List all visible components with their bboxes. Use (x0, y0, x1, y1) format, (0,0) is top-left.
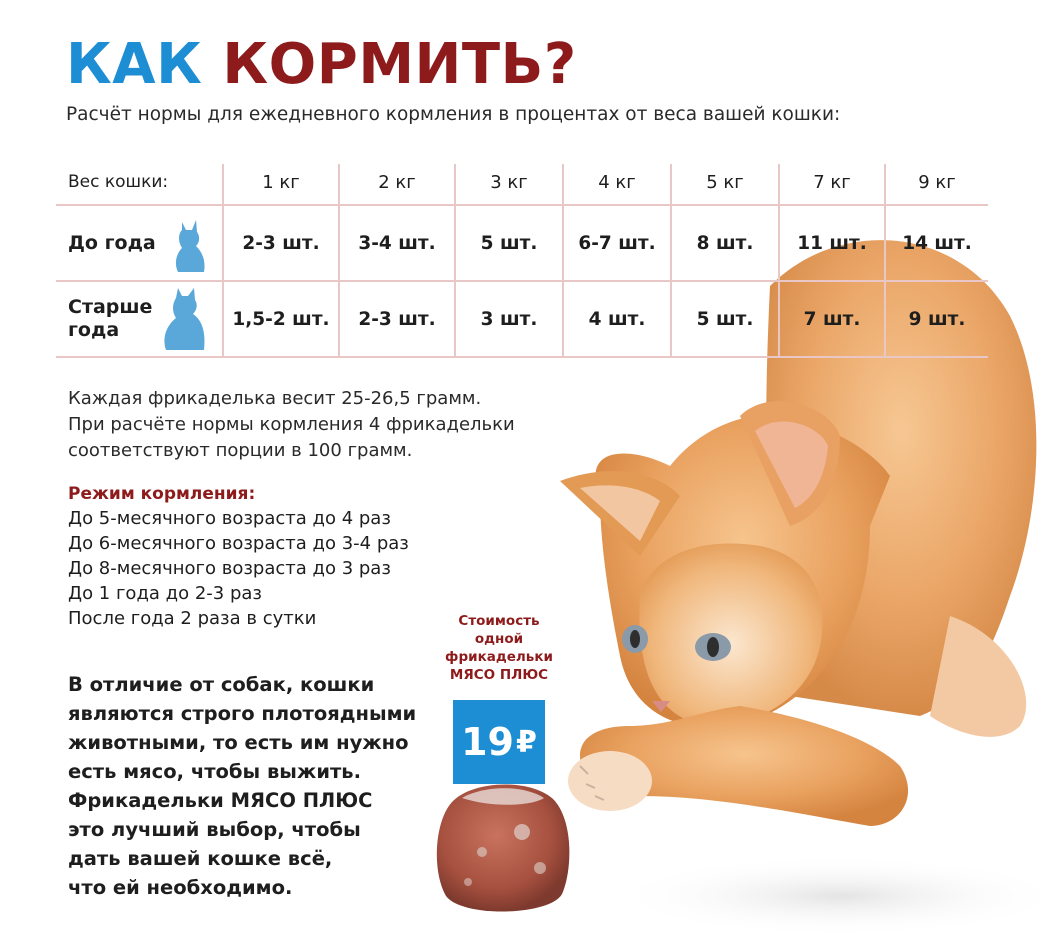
feeding-table (56, 160, 988, 360)
weight-col-2: 2 кг (378, 171, 416, 193)
cell-over-year-9kg: 9 шт. (908, 308, 966, 330)
statement-line: В отличие от собак, кошки (68, 673, 375, 696)
feeding-mode-item: До 5-месячного возраста до 4 раз (68, 508, 391, 529)
feeding-mode-item: После года 2 раза в сутки (68, 608, 317, 629)
title-part-2: КОРМИТЬ? (222, 32, 577, 97)
cell-over-year-1kg: 1,5-2 шт. (232, 308, 330, 330)
row-label-under-year: До года (68, 231, 156, 254)
weight-col-3: 3 кг (490, 171, 528, 193)
statement-line: животными, то есть им нужно (68, 731, 409, 754)
info-line: соответствуют порции в 100 грамм. (68, 440, 413, 461)
weight-col-6: 7 кг (813, 171, 851, 193)
cell-over-year-7kg: 7 шт. (803, 308, 861, 330)
row-label-line: года (68, 319, 120, 341)
price-caption-line: МЯСО ПЛЮС (449, 667, 549, 683)
price-caption-line: Стоимость (458, 613, 540, 629)
page-title (66, 30, 577, 100)
subtitle: Расчёт нормы для ежедневного кормления в процентах от веса вашей кошки: (66, 104, 841, 125)
currency-icon: ₽ (516, 724, 537, 760)
statement-line: Фрикадельки МЯСО ПЛЮС (68, 789, 373, 812)
kitten-silhouette-icon (172, 218, 212, 274)
cell-over-year-3kg: 3 шт. (480, 308, 538, 330)
price-caption (434, 612, 564, 684)
statement-line: есть мясо, чтобы выжить. (68, 760, 362, 783)
cell-over-year-5kg: 5 шт. (696, 308, 754, 330)
feeding-mode-title: Режим кормления: (68, 484, 256, 504)
cell-under-year-1kg: 2-3 шт. (242, 232, 320, 254)
info-line: При расчёте нормы кормления 4 фрикадельки (68, 414, 515, 435)
feeding-mode-item: До 8-месячного возраста до 3 раз (68, 558, 391, 579)
weight-header-label: Вес кошки: (68, 172, 169, 192)
cell-under-year-5kg: 8 шт. (696, 232, 754, 254)
cell-under-year-4kg: 6-7 шт. (578, 232, 656, 254)
statement-line: дать вашей кошке всё, (68, 847, 333, 870)
info-line: Каждая фрикаделька весит 25-26,5 грамм. (68, 388, 482, 409)
feeding-mode-item: До 6-месячного возраста до 3-4 раз (68, 533, 409, 554)
price-caption-line: одной (474, 631, 524, 647)
weight-col-1: 1 кг (262, 171, 300, 193)
cell-under-year-2kg: 3-4 шт. (358, 232, 436, 254)
weight-col-7: 9 кг (918, 171, 956, 193)
meatball-info (68, 386, 515, 464)
table-divider (56, 356, 988, 358)
weight-col-4: 4 кг (598, 171, 636, 193)
carnivore-statement (68, 670, 416, 902)
meatball-photo (422, 772, 582, 922)
cell-over-year-2kg: 2-3 шт. (358, 308, 436, 330)
title-part-1: КАК (66, 32, 203, 97)
statement-line: что ей необходимо. (68, 876, 293, 899)
cat-silhouette-icon (160, 286, 208, 352)
row-label-line: Старше (68, 296, 153, 318)
cell-under-year-7kg: 11 шт. (797, 232, 867, 254)
weight-col-5: 5 кг (706, 171, 744, 193)
cell-over-year-4kg: 4 шт. (588, 308, 646, 330)
price-caption-line: фрикадельки (445, 649, 553, 665)
statement-line: являются строго плотоядными (68, 702, 417, 725)
cell-under-year-3kg: 5 шт. (480, 232, 538, 254)
feeding-mode-item: До 1 года до 2-3 раз (68, 583, 262, 604)
cell-under-year-9kg: 14 шт. (902, 232, 972, 254)
feeding-mode-list (68, 506, 409, 631)
price-value: 19 (461, 720, 514, 764)
statement-line: это лучший выбор, чтобы (68, 818, 361, 841)
